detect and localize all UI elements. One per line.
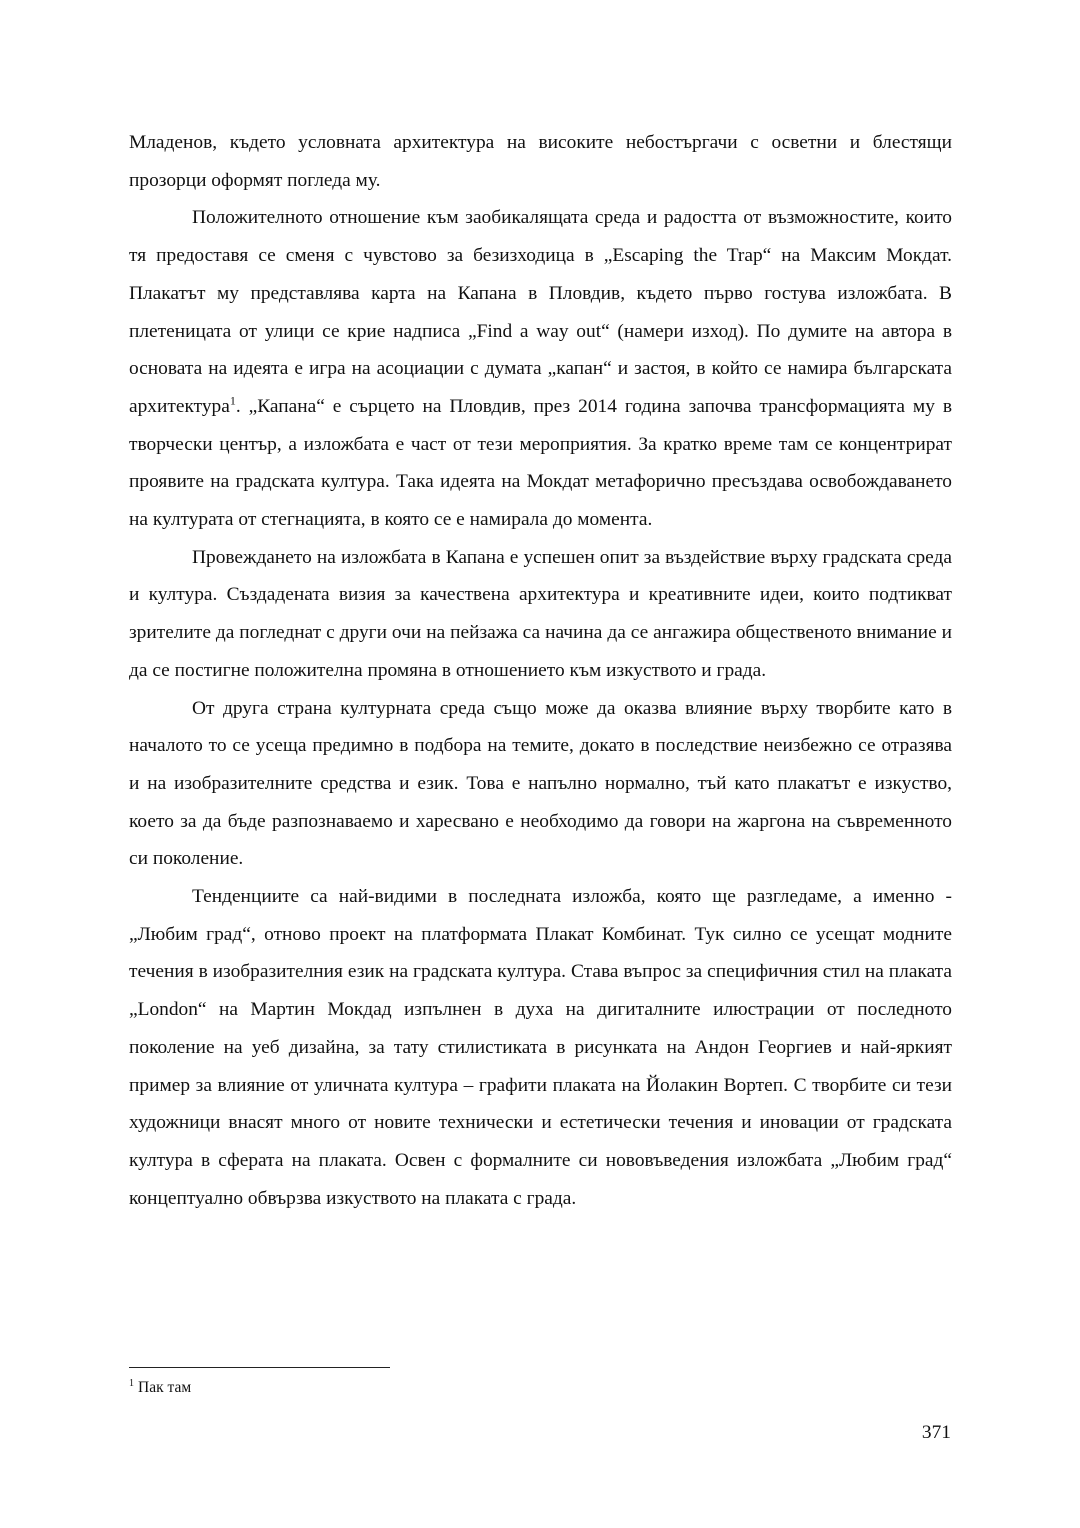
paragraph-text: Младенов, където условната архитектура на високите небостъргачи с осветни и блестящи прозорци оформят погледа му. — [129, 132, 952, 191]
footnote-separator — [129, 1367, 390, 1368]
footnote — [129, 1378, 191, 1398]
paragraph-1 — [129, 124, 952, 199]
paragraph-text-continued: . „Капана“ е сърцето на Пловдив, през 2014 година започва трансформацията му в творчески център, а изложбата е част от тези мероприятия. За кратко време там се концентрират проявите на градската култура. Така идеята на Мокдат метафорично пресъздава освобождаването на културата от стегнацията, в която се е намирала до момента. — [129, 395, 952, 531]
paragraph-4 — [129, 690, 952, 879]
paragraph-2 — [129, 199, 952, 538]
footnote-number: 1 — [129, 1377, 134, 1389]
paragraph-5 — [129, 878, 952, 1217]
paragraph-3 — [129, 539, 952, 690]
footnote-text: Пак там — [138, 1379, 192, 1396]
footnote-reference[interactable]: 1 — [229, 393, 236, 408]
paragraph-text: Положителното отношение към заобикалящата среда и радостта от възможностите, които тя предоставя се сменя с чувстово за безизходица в „Escaping the Trap“ на Максим Мокдат. Плакатът му представлява карта на Капана в Пловдив, където първо гостува изложбата. В плетеницата от улици се крие надписа „Find a way out“ (намери изход). По думите на автора в основата на идеята е игра на асоциации с думата „капан“ и застоя, в който се намира българската архитектура — [129, 207, 952, 417]
body-text — [129, 124, 952, 1217]
paragraph-text: Тенденциите са най-видими в последната изложба, която ще разгледаме, а именно - „Любим град“, отново проект на платформата Плакат Комбинат. Тук силно се усещат модните течения в изобразителния език на градската култура. Става въпрос за специфичния стил на плаката „London“ на Мартин Мокдад изпълнен в духа на дигиталните илюстрации от последното поколение на уеб дизайна, за тату стилистиката в рисунката на Андон Георгиев и най-яркият пример за влияние от уличната култура – графити плаката на Йолакин Вортеп. С творбите си тези художници внасят много от новите технически и естетически течения и иновации от градската култура в сферата на плаката. Освен с формалните си нововъведения изложбата „Любим град“ концептуално обвързва изкуството на плаката с града. — [129, 886, 952, 1209]
paragraph-text: Провеждането на изложбата в Капана е успешен опит за въздействие върху градската среда и култура. Създадената визия за качествена архитектура и креативните идеи, които подтикват зрителите да погледнат с други очи на пейзажа са начина да се ангажира общественото внимание и да се постигне положителна промяна в отношението към изкуството и града. — [129, 546, 952, 681]
paragraph-text: От друга страна културната среда също може да оказва влияние върху творбите като в началото то се усеща предимно в подбора на темите, докато в последствие неизбежно се отразява и на изобразителните средства и език. Това е напълно нормално, тъй като плакатът е изкуство, което за да бъде разпознаваемо и харесвано е необходимо да говори на жаргона на съвременното си поколение. — [129, 697, 952, 870]
page-number: 371 — [921, 1422, 951, 1443]
